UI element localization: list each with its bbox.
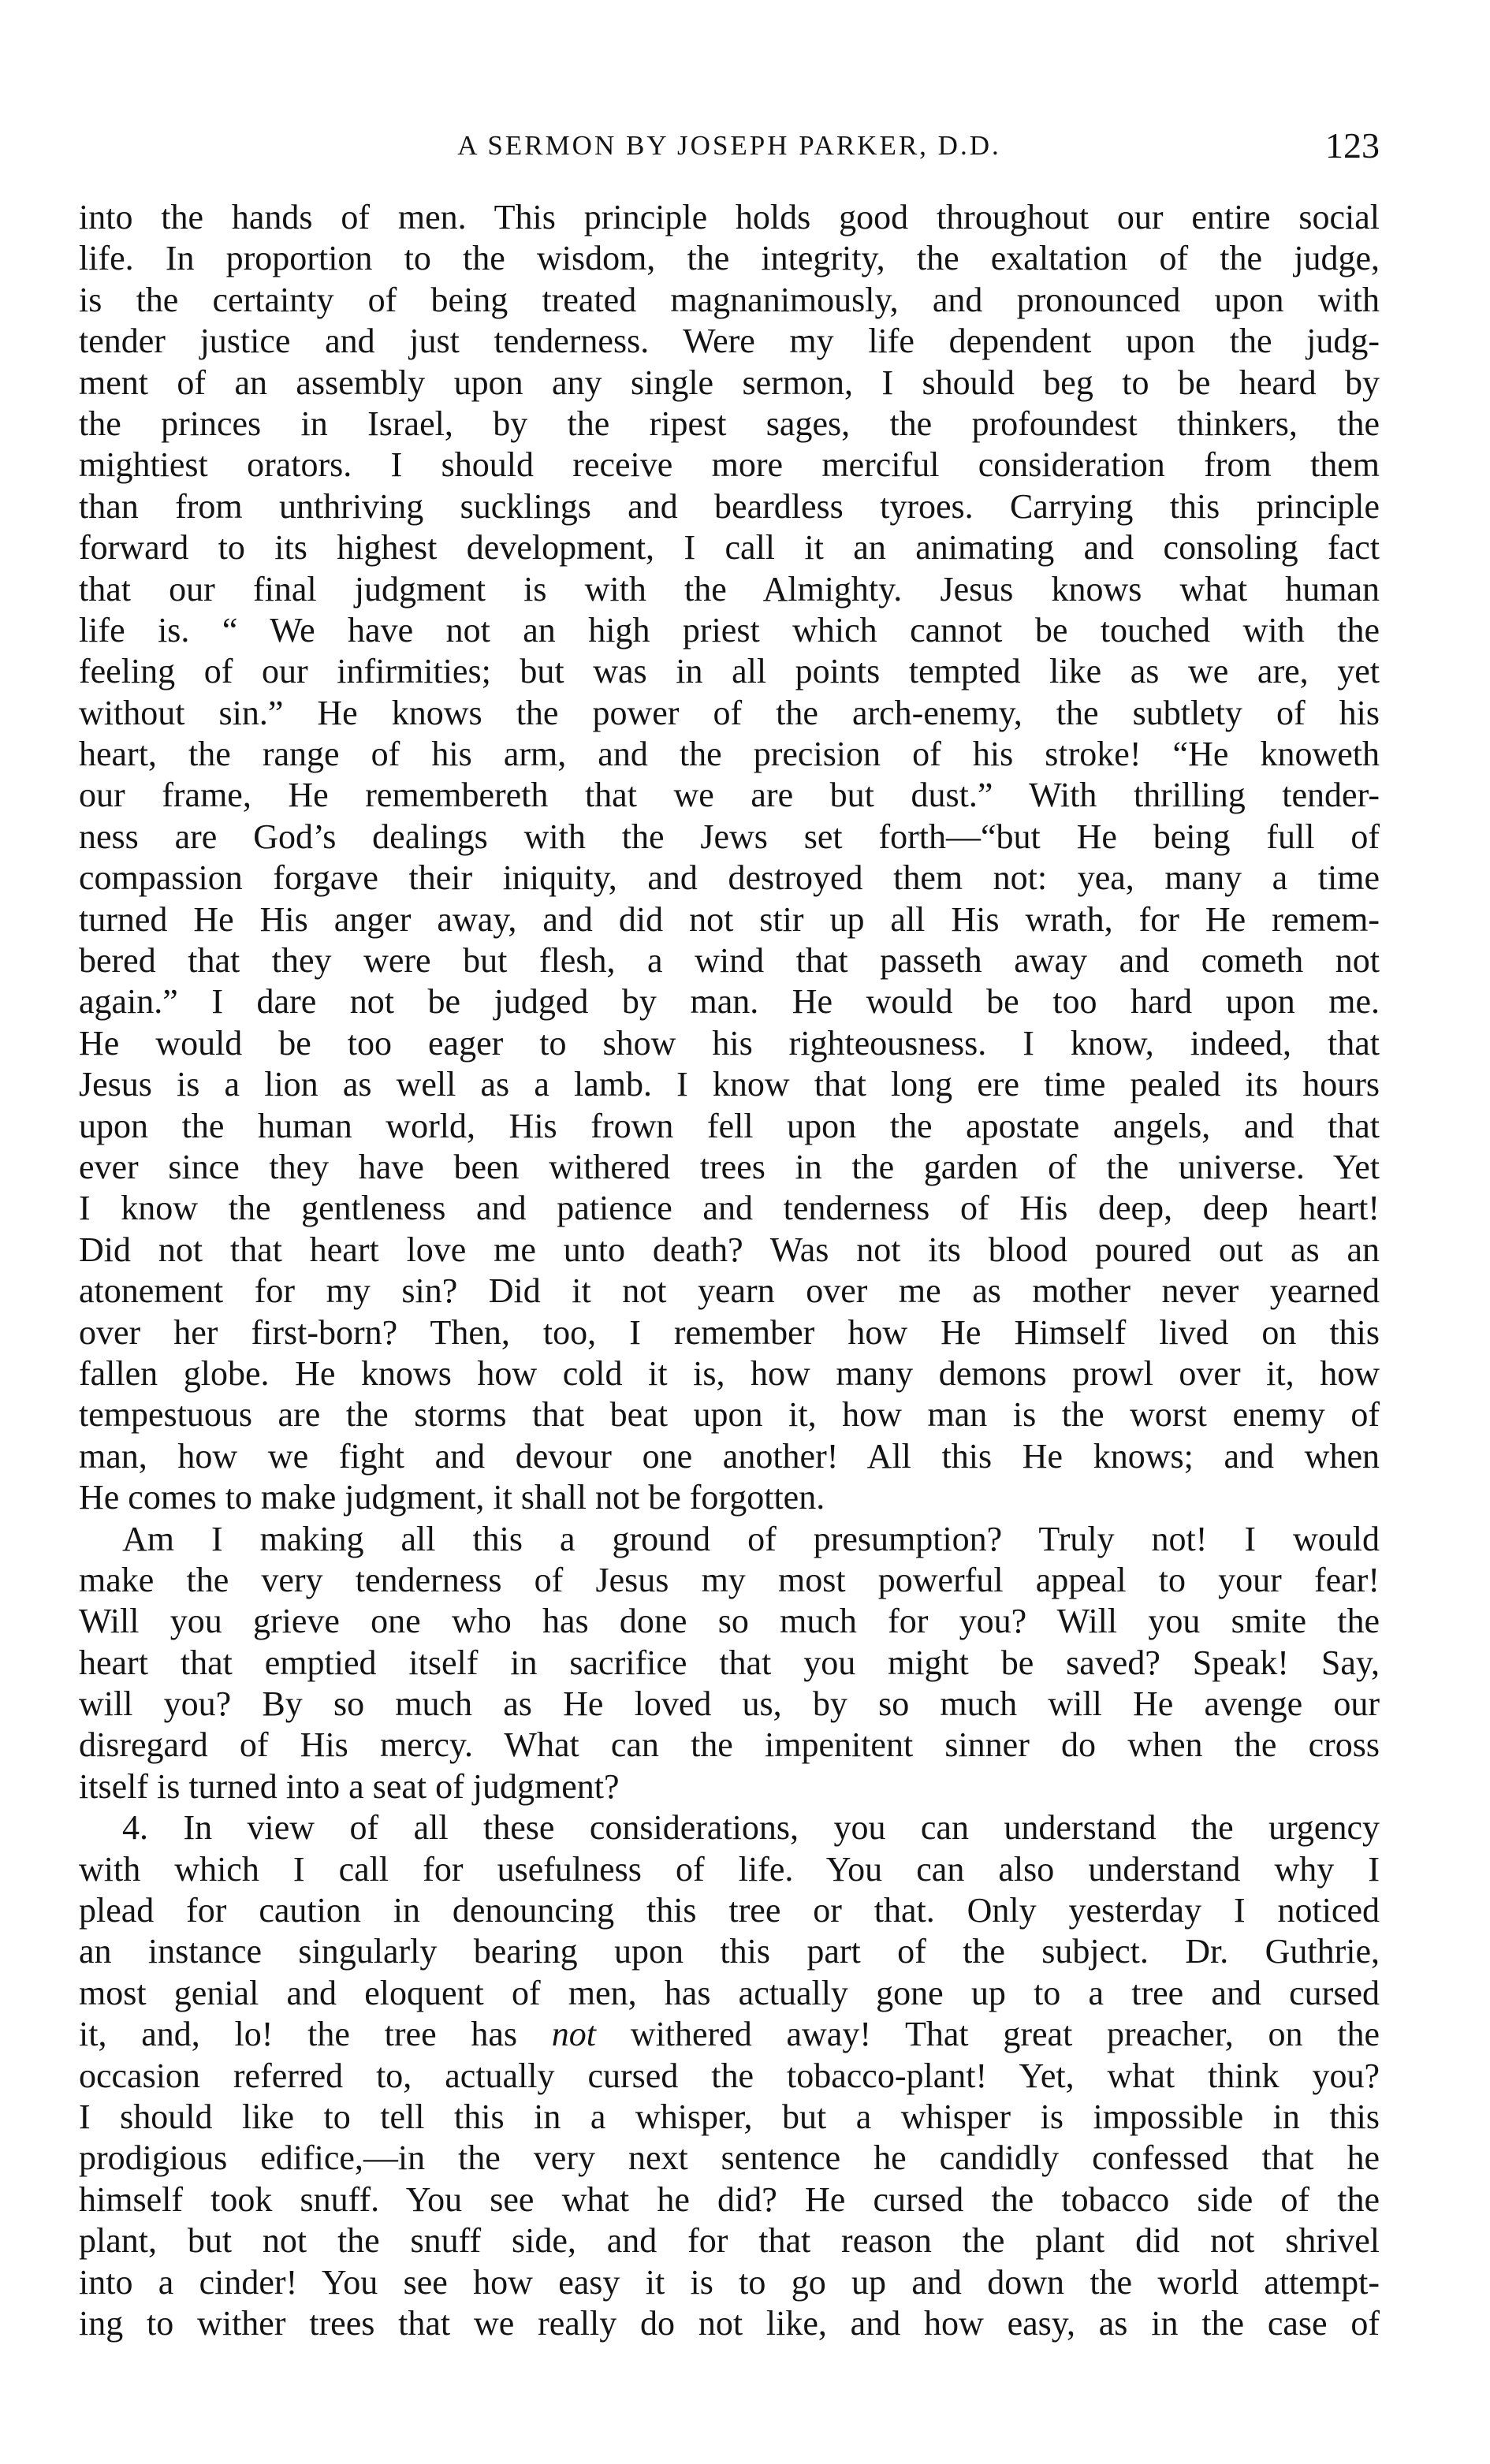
text-line: tender justice and just tenderness. Were my life dependent upon the judg- [79, 322, 1380, 361]
text-line: himself took snuff. You see what he did? He cursed the tobacco side of the [79, 2179, 1380, 2219]
paragraph-start-line: Am I making all this a ground of presumption? Truly not! I would [122, 1519, 1380, 1558]
italic-word: not [551, 2015, 597, 2054]
text-line: most genial and eloquent of men, has actually gone up to a tree and cursed [79, 1973, 1380, 2012]
line-end: withered away! That great preacher, on the [596, 2015, 1380, 2054]
text-line: into the hands of men. This principle holds good throughout our entire social [79, 198, 1380, 236]
paragraph-end-line: He comes to make judgment, it shall not be forgotten. [79, 1478, 825, 1517]
text-line: disregard of His mercy. What can the impenitent sinner do when the cross [79, 1725, 1380, 1765]
text-line: that our final judgment is with the Almighty. Jesus knows what human [79, 569, 1380, 609]
text-line: make the very tenderness of Jesus my most powerful appeal to your fear! [79, 1560, 1380, 1599]
text-line: Will you grieve one who has done so much for you? Will you smite the [79, 1602, 1380, 1641]
text-line: Jesus is a lion as well as a lamb. I know that long ere time pealed its hours [79, 1065, 1380, 1104]
paragraph-start-line: 4. In view of all these considerations, you can understand the urgency [122, 1808, 1380, 1848]
text-line: than from unthriving sucklings and beardless tyroes. Carrying this principle [79, 486, 1380, 526]
text-line: I should like to tell this in a whisper, but a whisper is impossible in this [79, 2097, 1380, 2136]
text-line: life is. “ We have not an high priest which cannot be touched with the [79, 610, 1380, 649]
text-line: bered that they were but flesh, a wind that passeth away and cometh not [79, 941, 1380, 981]
text-line: into a cinder! You see how easy it is to go up and down the world attempt- [79, 2262, 1380, 2302]
text-line: ness are God’s dealings with the Jews set forth—“but He being full of [79, 817, 1380, 856]
text-line: turned He His anger away, and did not stir up all His wrath, for He remem- [79, 899, 1380, 939]
text-line: compassion forgave their iniquity, and destroyed them not: yea, many a time [79, 858, 1380, 898]
text-line: is the certainty of being treated magnanimously, and pronounced upon with [79, 280, 1380, 319]
text-line: He would be too eager to show his righteousness. I know, indeed, that [79, 1023, 1380, 1063]
text-line: over her first-born? Then, too, I remember how He Himself lived on this [79, 1312, 1380, 1352]
text-line: I know the gentleness and patience and tenderness of His deep, deep heart! [79, 1189, 1380, 1228]
text-line: with which I call for usefulness of life. You can also understand why I [79, 1849, 1380, 1889]
page-number: 123 [1325, 125, 1380, 166]
text-line: prodigious edifice,—in the very next sentence he candidly confessed that he [79, 2138, 1380, 2178]
text-line: heart that emptied itself in sacrifice that you might be saved? Speak! Say, [79, 1643, 1380, 1682]
text-line: plant, but not the snuff side, and for that reason the plant did not shrivel [79, 2221, 1380, 2261]
text-line: will you? By so much as He loved us, by so much will He avenge our [79, 1684, 1380, 1724]
text-line: man, how we fight and devour one another! All this He knows; and when [79, 1436, 1380, 1476]
text-line: our frame, He remembereth that we are but dust.” With thrilling tender- [79, 776, 1380, 815]
text-line: without sin.” He knows the power of the arch-enemy, the subtlety of his [79, 693, 1380, 732]
text-line: feeling of our infirmities; but was in all points tempted like as we are, yet [79, 652, 1380, 691]
text-line: forward to its highest development, I call it an animating and consoling fact [79, 528, 1380, 568]
running-title: A SERMON BY JOSEPH PARKER, D.D. [457, 130, 1001, 161]
running-head [79, 118, 1380, 173]
text-line: tempestuous are the storms that beat upon it, how man is the worst enemy of [79, 1395, 1380, 1435]
text-line: occasion referred to, actually cursed the tobacco-plant! Yet, what think you? [79, 2056, 1380, 2095]
text-line: upon the human world, His frown fell upon the apostate angels, and that [79, 1106, 1380, 1145]
sermon-text [79, 197, 1380, 2344]
line-start: it, and, lo! the tree has [79, 2015, 518, 2054]
text-line: an instance singularly bearing upon this part of the subject. Dr. Guthrie, [79, 1932, 1380, 1971]
text-line: atonement for my sin? Did it not yearn over me as mother never yearned [79, 1271, 1380, 1311]
text-line: fallen globe. He knows how cold it is, how many demons prowl over it, how [79, 1353, 1380, 1393]
text-line-with-italic [79, 2014, 1380, 2055]
text-line: heart, the range of his arm, and the precision of his stroke! “He knoweth [79, 735, 1380, 774]
text-line: Did not that heart love me unto death? Was not its blood poured out as an [79, 1230, 1380, 1269]
text-line: plead for caution in denouncing this tree or that. Only yesterday I noticed [79, 1891, 1380, 1930]
text-line: mightiest orators. I should receive more merciful consideration from them [79, 445, 1380, 485]
text-line: ment of an assembly upon any single sermon, I should beg to be heard by [79, 363, 1380, 402]
paragraph-end-line: itself is turned into a seat of judgment? [79, 1766, 620, 1806]
text-line: again.” I dare not be judged by man. He would be too hard upon me. [79, 982, 1380, 1022]
text-line: the princes in Israel, by the ripest sages, the profoundest thinkers, the [79, 404, 1380, 443]
text-line: life. In proportion to the wisdom, the integrity, the exaltation of the judge, [79, 239, 1380, 278]
text-line: ing to wither trees that we really do not like, and how easy, as in the case of [79, 2303, 1380, 2343]
text-line: ever since they have been withered trees in the garden of the universe. Yet [79, 1147, 1380, 1186]
